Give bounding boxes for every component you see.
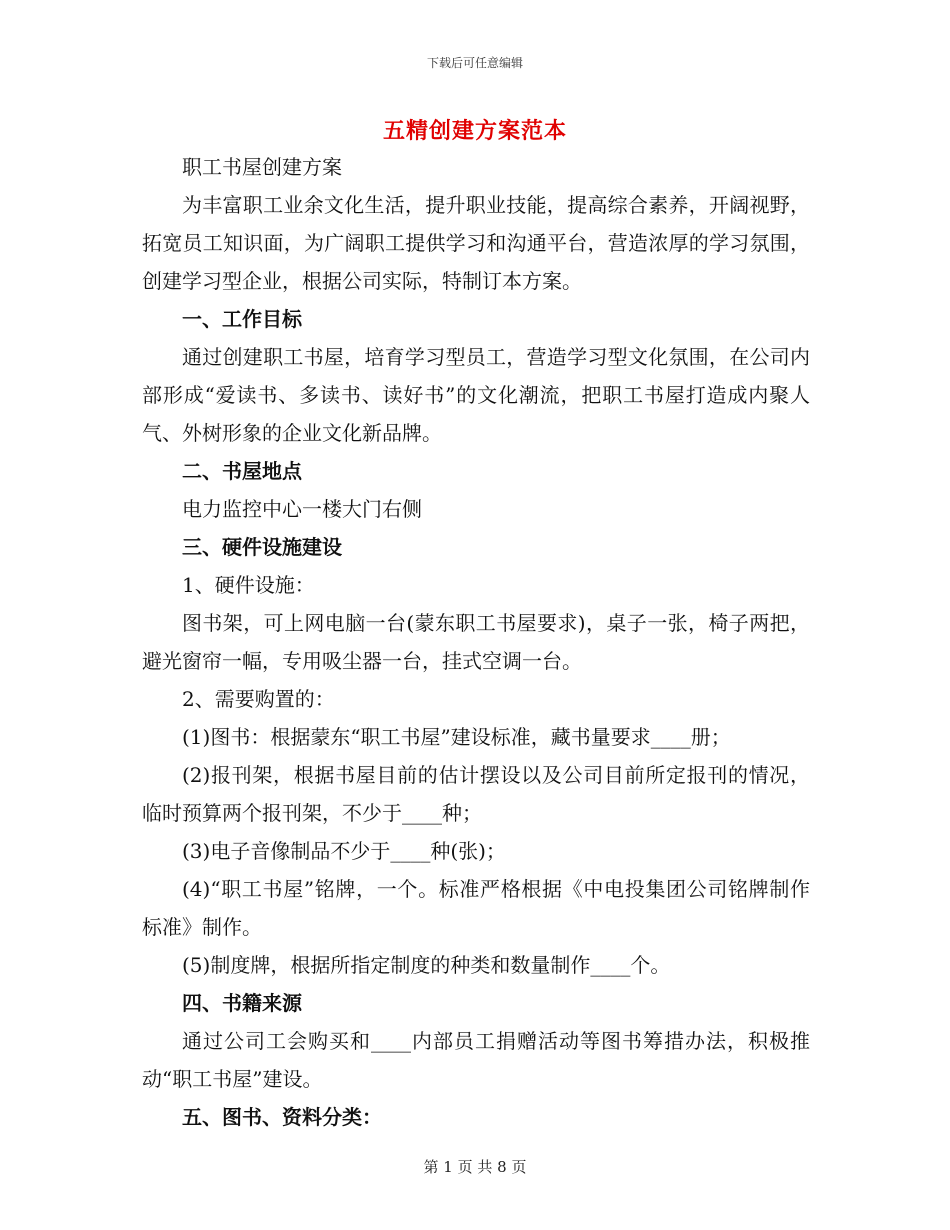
purchase-item-2: (2)报刊架，根据书屋目前的估计摆设以及公司目前所定报刊的情况，临时预算两个报刊架，不少于____种； [142, 763, 810, 825]
document-body [142, 148, 810, 1136]
hardware-item-1-text: 图书架，可上网电脑一台(蒙东职工书屋要求)，桌子一张，椅子两把，避光窗帘一幅，专用吸尘器一台，挂式空调一台。 [142, 611, 810, 673]
section-text-book-sources: 通过公司工会购买和____内部员工捐赠活动等图书筹措办法，积极推动“职工书屋”建设。 [142, 1029, 810, 1091]
section-heading-location: 二、书屋地点 [182, 459, 302, 483]
section-heading-classification: 五、图书、资料分类： [182, 1105, 382, 1129]
section-heading-hardware: 三、硬件设施建设 [182, 535, 342, 559]
section-heading-book-sources: 四、书籍来源 [182, 991, 302, 1015]
purchase-item-4: (4)“职工书屋”铭牌，一个。标准严格根据《中电投集团公司铭牌制作标准》制作。 [142, 877, 810, 939]
page-number: 第 1 页 共 8 页 [423, 1158, 527, 1176]
section-text-location: 电力监控中心一楼大门右侧 [182, 497, 422, 521]
document-title: 五精创建方案范本 [382, 118, 567, 144]
intro-paragraph: 为丰富职工业余文化生活，提升职业技能，提高综合素养，开阔视野，拓宽员工知识面，为广阔职工提供学习和沟通平台，营造浓厚的学习氛围，创建学习型企业，根据公司实际，特制订本方案。 [142, 193, 810, 293]
purchase-item-1: (1)图书：根据蒙东“职工书屋”建设标准，藏书量要求____册； [182, 725, 731, 749]
section-text-goals: 通过创建职工书屋，培育学习型员工，营造学习型文化氛围，在公司内部形成“爱读书、多读书、读好书”的文化潮流，把职工书屋打造成内聚人气、外树形象的企业文化新品牌。 [142, 345, 810, 445]
section-heading-goals: 一、工作目标 [182, 307, 302, 331]
hardware-item-1-label: 1、硬件设施： [182, 573, 315, 597]
subtitle: 职工书屋创建方案 [182, 155, 342, 179]
hardware-item-2-label: 2、需要购置的： [182, 687, 335, 711]
purchase-item-5: (5)制度牌，根据所指定制度的种类和数量制作____个。 [182, 953, 671, 977]
header-note: 下载后可任意编辑 [426, 56, 523, 70]
purchase-item-3: (3)电子音像制品不少于____种(张)； [182, 839, 506, 863]
